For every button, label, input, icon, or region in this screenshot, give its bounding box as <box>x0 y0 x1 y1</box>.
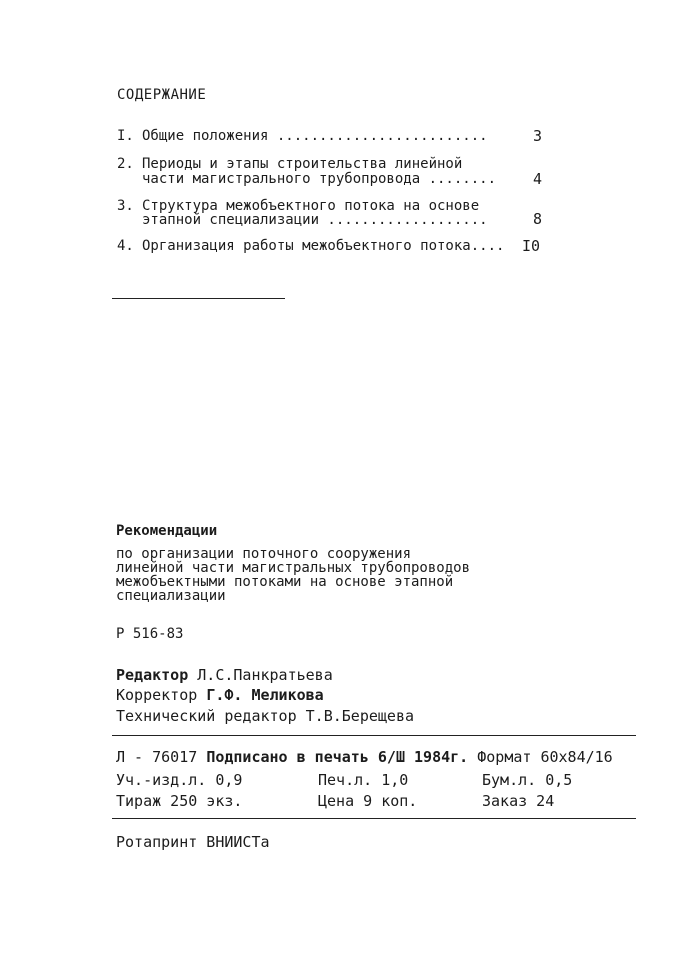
doc-heading: Рекомендации <box>116 523 218 539</box>
credit-role: Технический редактор <box>116 707 297 725</box>
imprint-paper-sheets: Бум.л. 0,5 <box>482 771 573 789</box>
imprint-price: Цена 9 коп. <box>318 792 418 810</box>
toc-item-number: I. <box>117 128 134 144</box>
imprint-order-number: Заказ 24 <box>482 792 555 810</box>
toc-item-number: 3. <box>117 198 134 214</box>
toc-item-page: I0 <box>522 237 541 255</box>
toc-item-number: 2. <box>117 156 134 172</box>
imprint-top-rule <box>112 735 636 736</box>
toc-item-text: этапной специализации ................... <box>142 212 488 228</box>
toc-item-text: Периоды и этапы строительства линейной <box>142 156 463 172</box>
credit-editor <box>116 666 333 684</box>
doc-subtitle-line: специализации <box>116 588 226 604</box>
toc-item-text: Организация работы межобъектного потока.... <box>142 238 505 254</box>
doc-subtitle-line: линейной части магистральных трубопроводов <box>116 560 471 576</box>
toc-item-text: Структура межобъектного потока на основе <box>142 198 480 214</box>
printer-name: Ротапринт ВНИИСТа <box>116 833 270 851</box>
toc-item-page: 3 <box>533 127 543 145</box>
imprint-line-1 <box>116 748 613 766</box>
doc-subtitle-line: по организации поточного сооружения <box>116 546 412 562</box>
toc-item-text: части магистрального трубопровода ........ <box>142 171 497 187</box>
toc-item-page: 4 <box>533 170 543 188</box>
imprint-signed: Подписано в печать 6/Ш 1984г. <box>206 748 469 766</box>
imprint-pub-sheets: Уч.-изд.л. 0,9 <box>116 771 243 789</box>
credit-role: Редактор <box>116 666 189 684</box>
credit-tech-editor <box>116 707 414 725</box>
credit-role: Корректор <box>116 686 198 704</box>
toc-item-page: 8 <box>533 210 543 228</box>
toc-item-text: Общие положения ......................... <box>142 128 488 144</box>
imprint-order-code: Л - 76017 <box>116 748 198 766</box>
imprint-print-run: Тираж 250 экз. <box>116 792 243 810</box>
doc-code: Р 516-83 <box>116 626 184 642</box>
imprint-bottom-rule <box>112 818 636 819</box>
credit-name: Г.Ф. Меликова <box>206 686 324 704</box>
credit-name: Т.В.Берещева <box>305 707 415 725</box>
doc-subtitle-line: межобъектными потоками на основе этапной <box>116 574 454 590</box>
toc-item-number: 4. <box>117 238 134 254</box>
credit-corrector <box>116 686 324 704</box>
imprint-print-sheets: Печ.л. 1,0 <box>318 771 409 789</box>
credit-name: Л.С.Панкратьева <box>197 666 333 684</box>
imprint-format: Формат 60x84/16 <box>477 748 613 766</box>
separator-line <box>112 298 285 299</box>
toc-title: СОДЕРЖАНИЕ <box>117 87 207 103</box>
